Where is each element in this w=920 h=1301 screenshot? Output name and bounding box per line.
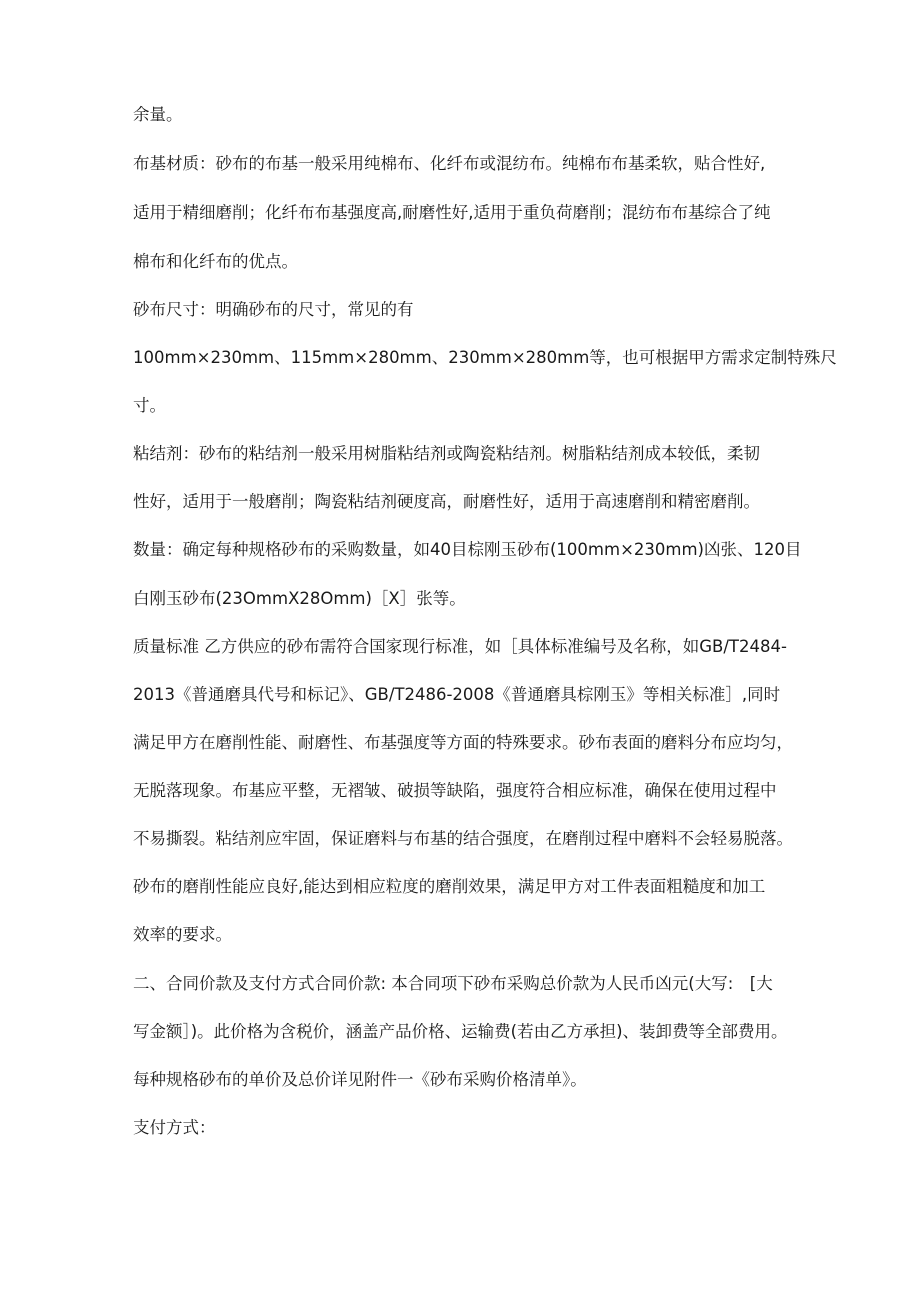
- text-line: 数量：确定每种规格砂布的采购数量，如40目棕刚玉砂布(100mm×230mm)凶张、120目: [133, 540, 802, 559]
- text-line: 质量标准 乙方供应的砂布需符合国家现行标准，如［具体标准编号及名称，如GB/T2484-: [133, 637, 787, 656]
- text-line: 每种规格砂布的单价及总价详见附件一《砂布采购价格清单》。: [133, 1070, 587, 1089]
- text-line: 满足甲方在磨削性能、耐磨性、布基强度等方面的特殊要求。砂布表面的磨料分布应均匀，: [133, 733, 793, 752]
- text-line: 不易撕裂。粘结剂应牢固，保证磨料与布基的结合强度，在磨削过程中磨料不会轻易脱落。: [133, 829, 793, 848]
- text-line: 2013《普通磨具代号和标记》、GB/T2486-2008《普通磨具棕刚玉》等相关标准］,同时: [133, 685, 781, 704]
- text-line: 砂布的磨削性能应良好,能达到相应粒度的磨削效果，满足甲方对工件表面粗糙度和加工: [133, 877, 766, 896]
- text-line: 白刚玉砂布(23OmmX28Omm)［X］张等。: [133, 589, 466, 608]
- text-line: 布基材质：砂布的布基一般采用纯棉布、化纤布或混纺布。纯棉布布基柔软，贴合性好,: [133, 154, 766, 173]
- text-line: 适用于精细磨削；化纤布布基强度高,耐磨性好,适用于重负荷磨削；混纺布布基综合了纯: [133, 203, 771, 222]
- text-line: 100mm×230mm、115mm×280mm、230mm×280mm等，也可根据甲方需求定制特殊尺: [133, 348, 837, 367]
- text-line: 余量。: [133, 105, 183, 124]
- text-line: 砂布尺寸：明确砂布的尺寸，常见的有: [133, 300, 414, 319]
- text-line: 支付方式：: [133, 1118, 216, 1137]
- text-line: 二、合同价款及支付方式合同价款: 本合同项下砂布采购总价款为人民币凶元(大写: [大: [133, 974, 773, 993]
- text-line: 性好，适用于一般磨削；陶瓷粘结剂硬度高，耐磨性好，适用于高速磨削和精密磨削。: [133, 492, 760, 511]
- text-line: 写金额］)。此价格为含税价，涵盖产品价格、运输费(若由乙方承担)、装卸费等全部费用。: [133, 1022, 788, 1041]
- text-line: 棉布和化纤布的优点。: [133, 252, 298, 271]
- text-line: 寸。: [133, 396, 166, 415]
- text-line: 无脱落现象。布基应平整，无褶皱、破损等缺陷，强度符合相应标准，确保在使用过程中: [133, 781, 777, 800]
- text-line: 粘结剂：砂布的粘结剂一般采用树脂粘结剂或陶瓷粘结剂。树脂粘结剂成本较低，柔韧: [133, 444, 760, 463]
- text-line: 效率的要求。: [133, 925, 232, 944]
